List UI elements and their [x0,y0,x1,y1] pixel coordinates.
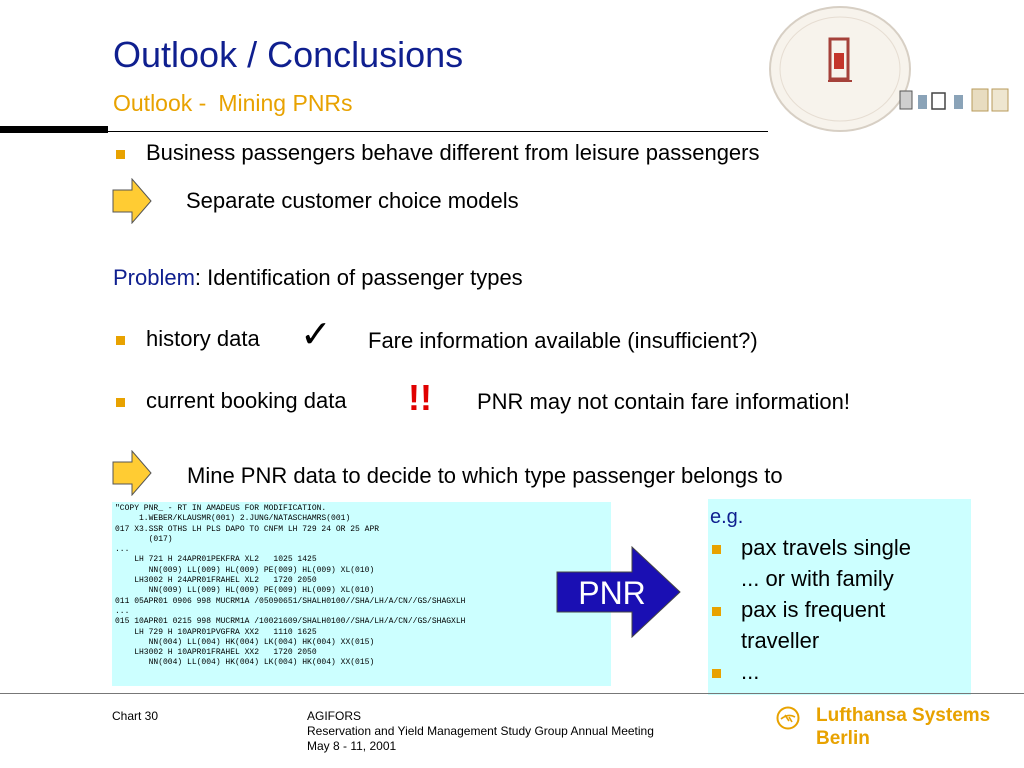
conclusion-mine-pnr: Mine PNR data to decide to which type passenger belongs to [187,463,783,488]
subtitle-right: Mining PNRs [218,90,353,116]
pnr-line: ... [115,545,130,555]
company-name [816,704,990,750]
chart-number: Chart 30 [112,709,159,723]
problem-label: Problem [113,265,195,290]
pnr-line: LH 721 H 24APR01PEKFRA XL2 1025 1425 [115,555,317,565]
bullet-business-passengers: Business passengers behave different from leisure passengers [146,140,760,165]
pnr-line: LH3002 H 10APR01FRAHEL XX2 1720 2050 [115,648,317,658]
company-name-line1: Lufthansa Systems [816,705,991,726]
pnr-line: LH 729 H 10APR01PVGFRA XX2 1110 1625 [115,627,317,637]
footer-event: Reservation and Yield Management Study Group Annual Meeting [307,724,654,738]
footer-dates: May 8 - 11, 2001 [307,739,397,753]
bullet-square-icon [712,669,721,678]
bullet-square-icon [712,607,721,616]
bullet-square-icon [712,545,721,554]
slide-subtitle [113,90,353,117]
pnr-line: 015 10APR01 0215 998 MUCRM1A /10021609/SHALH0100//SHA/LH/A/CN//GS/SHAGXLH [115,617,466,627]
pnr-line: 011 05APR01 0906 998 MUCRM1A /05090651/SHALH0100//SHA/LH/A/CN//GS/SHAGXLH [115,596,466,606]
block-arrow-right-icon [112,178,152,224]
problem-statement [113,265,523,291]
bullet-square-icon [116,398,125,407]
footer-org: AGIFORS [307,709,362,723]
example-item-traveller: traveller [741,628,820,653]
lufthansa-crane-icon [776,706,800,730]
bullet-square-icon [116,336,125,345]
pnr-line: (017) [115,534,173,544]
pnr-listing-box [112,502,611,686]
pnr-arrow-icon [556,546,681,638]
header-rule-thick [0,126,108,133]
example-item-family: ... or with family [741,566,894,591]
subtitle-left: Outlook - [113,90,207,116]
bullet-square-icon [116,150,125,159]
pnr-line: NN(009) LL(009) HL(009) PE(009) HL(009) XL(010) [115,586,375,596]
pnr-line: NN(004) LL(004) HK(004) LK(004) HK(004) XX(015) [115,637,375,647]
current-booking-label: current booking data [146,388,347,413]
example-item-frequent: pax is frequent [741,597,886,622]
conclusion-separate-models: Separate customer choice models [186,188,519,213]
pnr-line: LH3002 H 24APR01FRAHEL XL2 1720 2050 [115,576,317,586]
block-arrow-right-icon [112,450,152,496]
pnr-line: ... [115,606,130,616]
problem-text: : Identification of passenger types [194,265,523,290]
history-data-label: history data [146,326,260,351]
pnr-line: 017 X3.SSR OTHS LH PLS DAPO TO CNFM LH 729 24 OR 25 APR [115,524,380,534]
warning-exclamation-mark: !! [408,377,432,418]
history-data-note: Fare information available (insufficient?) [368,328,758,353]
checkmark-icon: ✓ [300,312,332,356]
pnr-arrow-label: PNR [578,575,646,611]
slide-title: Outlook / Conclusions [113,34,464,75]
example-item-single: pax travels single [741,535,911,560]
example-item-more: ... [741,659,760,684]
pnr-line: "COPY PNR_ - RT IN AMADEUS FOR MODIFICATION. [115,504,327,513]
pnr-line: NN(009) LL(009) HL(009) PE(009) HL(009) XL(010) [115,565,375,575]
footer-rule [0,693,1024,694]
pnr-line: 1.WEBER/KLAUSMR(001) 2.JUNG/NATASCHAMRS(001) [115,514,351,524]
examples-label: e.g. [710,506,744,528]
current-booking-note: PNR may not contain fare information! [477,389,850,414]
pnr-line: NN(004) LL(004) HK(004) LK(004) HK(004) XX(015) [115,658,375,668]
company-name-line2: Berlin [816,728,870,749]
agifors-logo-image [768,5,1016,133]
